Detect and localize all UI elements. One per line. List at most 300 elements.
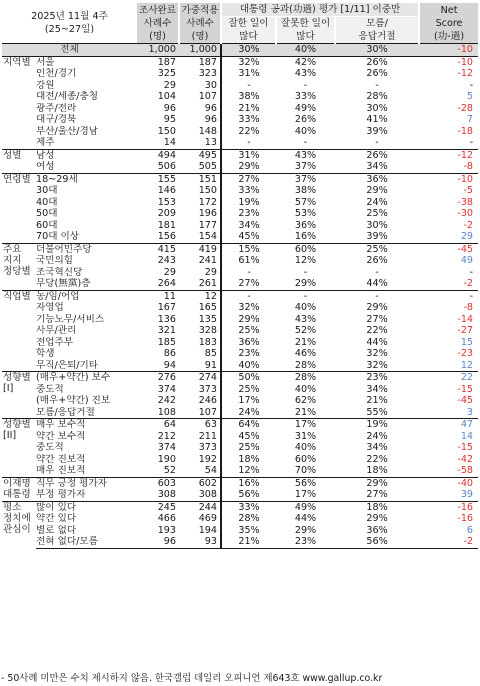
cell-good: 35% <box>238 524 260 536</box>
cell-dk: 56% <box>335 536 419 548</box>
cell-survey-n: 209 <box>157 208 177 220</box>
group-label <box>2 419 36 478</box>
cell-good: 15% <box>221 243 276 255</box>
cell-dk: 24% <box>366 430 388 442</box>
cell-survey-n: 150 <box>157 125 177 137</box>
cell-good: 28% <box>238 513 260 525</box>
cell-bad: 28% <box>276 372 335 384</box>
cell-survey-n: 321 <box>157 325 177 337</box>
row-label: 모름/응답거절 <box>36 406 95 418</box>
row-label: 조국혁신당 <box>36 266 83 278</box>
cell-dk: 30% <box>366 102 388 114</box>
cell-dk: - <box>375 137 379 149</box>
table-row <box>2 91 478 103</box>
cell-weighted-n: 373 <box>179 384 221 396</box>
table-row <box>2 290 478 302</box>
row-label: 강원 <box>36 79 55 91</box>
header-weighted-cases-label: 사례수 <box>186 17 214 29</box>
cell-net: -40 <box>419 477 478 489</box>
cell-dk: 29% <box>335 477 419 489</box>
cell-net: -15 <box>457 383 474 395</box>
cell-survey-n: 374 <box>157 383 177 395</box>
cell-weighted-n: 96 <box>179 114 221 126</box>
cell-net: - <box>469 79 474 91</box>
cell-good: 27% <box>238 278 260 290</box>
cell-dk: - <box>375 79 379 91</box>
cell-bad: 49% <box>276 501 335 513</box>
cell-survey-n: 190 <box>157 453 177 465</box>
cell-good: 40% <box>238 359 260 371</box>
cell-bad: 43% <box>294 68 317 80</box>
cell-bad: 40% <box>276 44 335 57</box>
row-label: 인천/경기 <box>36 68 77 80</box>
table-row <box>2 384 478 396</box>
footnote: - 50사례 미만은 수치 제시하지 않음. 한국갤럽 데일리 오피니언 제643호 www.gallup.co.kr <box>1 673 383 684</box>
cell-weighted-n: 150 <box>179 185 221 197</box>
cell-net: -27 <box>457 325 474 337</box>
table-row <box>2 185 478 197</box>
cell-survey-n: 86 <box>163 348 177 360</box>
table-row <box>2 536 478 548</box>
group-label-line: 성향별 <box>3 372 31 383</box>
cell-bad: - <box>303 137 308 149</box>
header-bad-2: 많다 <box>276 30 335 44</box>
cell-weighted-n: 328 <box>179 325 221 337</box>
cell-good: - <box>247 79 251 91</box>
cell-net: -12 <box>419 149 478 161</box>
cell-survey-n: 96 <box>137 536 179 548</box>
cell-weighted-n: 469 <box>179 513 221 525</box>
header-period-cell <box>2 3 137 44</box>
row-label: 전혀 없다/모름 <box>36 536 137 548</box>
table-row <box>2 161 478 173</box>
cell-dk: 30% <box>366 219 388 231</box>
cell-bad: 46% <box>294 348 317 360</box>
cell-good: 33% <box>221 501 276 513</box>
cell-bad: 17% <box>294 489 317 501</box>
table-row <box>2 56 478 68</box>
cell-weighted-n: 187 <box>179 56 221 68</box>
cell-weighted-n: 241 <box>179 255 221 267</box>
row-label: (매우+약간) 진보 <box>36 395 111 407</box>
cell-bad: 49% <box>294 102 317 114</box>
cell-good: 56% <box>238 489 260 501</box>
cell-net: 14 <box>460 430 474 442</box>
cell-good: 16% <box>221 477 276 489</box>
cell-survey-n: 95 <box>163 114 177 126</box>
cell-weighted-n: 13 <box>179 137 221 149</box>
row-label: 국민의힘 <box>36 255 74 267</box>
cell-bad: 29% <box>294 524 317 536</box>
cell-weighted-n: 96 <box>179 103 221 115</box>
cell-bad: 31% <box>294 430 317 442</box>
cell-dk: 32% <box>366 359 388 371</box>
cell-survey-n: 96 <box>163 102 177 114</box>
cell-net: -15 <box>457 442 474 454</box>
header-survey-label: 조사완료 <box>138 4 177 16</box>
cell-bad: 33% <box>294 91 317 103</box>
row-label: 중도적 <box>36 442 64 454</box>
row-label: 더불어민주당 <box>36 243 137 255</box>
cell-survey-n: 181 <box>157 219 177 231</box>
cell-good: 45% <box>238 430 260 442</box>
header-period: (25~27일) <box>44 24 95 35</box>
cell-net: -16 <box>457 513 474 525</box>
cell-survey-n: 52 <box>163 465 177 477</box>
cell-good: 29% <box>238 161 260 173</box>
header-survey-cases-label: 사례수 <box>143 17 172 29</box>
cell-weighted-n: 91 <box>179 360 221 372</box>
cell-net: - <box>469 266 474 278</box>
row-label: 직무 긍정 평가자 <box>36 477 137 489</box>
cell-weighted-n: 29 <box>179 267 221 279</box>
cell-bad: 12% <box>294 255 317 267</box>
cell-weighted-n: 274 <box>179 372 221 384</box>
group-label-line: 정당별 <box>3 265 31 277</box>
cell-survey-n: 108 <box>157 406 177 418</box>
row-label: 약간 보수적 <box>36 430 86 442</box>
cell-bad: 60% <box>276 243 335 255</box>
cell-survey-n: 11 <box>137 290 179 302</box>
cell-net: -10 <box>419 56 478 68</box>
cell-survey-n: 245 <box>137 501 179 513</box>
cell-dk: 36% <box>335 173 419 185</box>
table-row <box>2 255 478 267</box>
group-label-line: [I] <box>3 383 14 394</box>
header-question: 대통령 공과(功過) 평가 [1/11] 이중만 <box>221 3 419 17</box>
table-row <box>2 348 478 360</box>
header-title: 2025년 11월 4주 <box>31 11 108 22</box>
cell-dk: - <box>335 290 419 302</box>
cell-net: -2 <box>463 278 474 290</box>
cell-good: 64% <box>221 419 276 431</box>
group-label <box>2 243 36 290</box>
cell-bad: 42% <box>276 56 335 68</box>
cell-bad: 17% <box>276 419 335 431</box>
table-row <box>2 501 478 513</box>
cell-dk: 30% <box>335 44 419 57</box>
cell-weighted-n: 12 <box>179 290 221 302</box>
cell-dk: 27% <box>366 489 388 501</box>
table-row <box>2 103 478 115</box>
cell-net: -45 <box>419 243 478 255</box>
cell-weighted-n: 211 <box>179 431 221 443</box>
cell-dk: 44% <box>366 336 388 348</box>
cell-dk: 25% <box>335 243 419 255</box>
cell-dk: 24% <box>366 196 388 208</box>
cell-survey-n: 415 <box>137 243 179 255</box>
cell-weighted-n: 177 <box>179 220 221 232</box>
group-label <box>2 477 36 501</box>
table-row <box>2 197 478 209</box>
table-row <box>2 513 478 525</box>
cell-good: 18% <box>238 453 260 465</box>
cell-survey-n: 494 <box>137 149 179 161</box>
row-label: 많이 있다 <box>36 501 137 513</box>
cell-dk: 26% <box>335 149 419 161</box>
cell-net: -8 <box>463 302 474 314</box>
cell-bad: 62% <box>294 395 317 407</box>
cell-net: - <box>419 290 478 302</box>
total-row <box>2 44 478 57</box>
cell-good: 33% <box>238 185 260 197</box>
row-label: 부정 평가자 <box>36 489 86 501</box>
table-body <box>2 44 478 549</box>
cell-bad: 52% <box>294 325 317 337</box>
cell-bad: 37% <box>276 173 335 185</box>
cell-weighted-n: 93 <box>179 536 221 548</box>
group-label <box>2 173 36 243</box>
cell-good: 24% <box>238 406 260 418</box>
header-survey-cases <box>137 3 179 44</box>
table-row <box>2 243 478 255</box>
cell-dk: 34% <box>366 383 388 395</box>
cell-bad: 40% <box>294 383 317 395</box>
cell-net: 22 <box>419 372 478 384</box>
header-good-1: 잘한 일이 <box>221 17 276 31</box>
group-label-line: 성향별 <box>3 419 31 430</box>
cell-dk: 36% <box>366 524 388 536</box>
cell-dk: 18% <box>366 465 388 477</box>
cell-bad: 21% <box>294 336 317 348</box>
cell-weighted-n: 246 <box>179 395 221 407</box>
table-row <box>2 173 478 185</box>
row-label: 농/임/어업 <box>36 290 137 302</box>
cell-net: -10 <box>419 173 478 185</box>
table-row <box>2 68 478 80</box>
cell-weighted-n: 85 <box>179 348 221 360</box>
cell-good: 17% <box>238 395 260 407</box>
cell-good: 23% <box>238 348 260 360</box>
cell-weighted-n: 196 <box>179 208 221 220</box>
cell-good: 61% <box>238 255 260 267</box>
table-row <box>2 80 478 92</box>
cell-net: 15 <box>460 336 474 348</box>
row-label: 제주 <box>36 137 55 149</box>
table-row <box>2 208 478 220</box>
cell-survey-n: 603 <box>137 477 179 489</box>
cell-bad: 36% <box>294 219 317 231</box>
cell-weighted-n: 495 <box>179 149 221 161</box>
group-label-line: 성별 <box>3 149 22 161</box>
cell-survey-n: 136 <box>157 313 177 325</box>
table-row <box>2 465 478 477</box>
cell-good: 19% <box>238 196 260 208</box>
cell-net: -30 <box>457 208 474 220</box>
cell-dk: 26% <box>335 56 419 68</box>
group-label-line: 평소 <box>3 501 22 513</box>
cell-bad: 38% <box>294 185 317 197</box>
row-label: 대전/세종/충청 <box>36 91 99 103</box>
row-label: 부산/울산/경남 <box>36 125 99 137</box>
poll-results-table <box>2 3 478 549</box>
cell-dk: 19% <box>335 419 419 431</box>
cell-good: 21% <box>221 536 276 548</box>
cell-weighted-n: 1,000 <box>179 44 221 57</box>
group-label-line: 대통령 <box>3 488 31 500</box>
row-label: 광주/전라 <box>36 102 77 114</box>
cell-bad: 43% <box>294 313 317 325</box>
cell-dk: - <box>375 266 379 278</box>
cell-good: 32% <box>221 56 276 68</box>
cell-net: -28 <box>457 102 474 114</box>
table-row <box>2 372 478 384</box>
cell-weighted-n: 261 <box>179 278 221 290</box>
cell-net: -8 <box>463 161 474 173</box>
cell-net: -2 <box>419 536 478 548</box>
cell-bad: 37% <box>294 161 317 173</box>
cell-survey-n: 155 <box>137 173 179 185</box>
cell-dk: 21% <box>366 395 388 407</box>
cell-net: -10 <box>419 44 478 57</box>
cell-net: 12 <box>460 359 474 371</box>
row-label: 전업주부 <box>36 336 74 348</box>
group-label-line: [II] <box>3 430 17 441</box>
cell-weighted-n: 183 <box>179 337 221 349</box>
row-label: 남성 <box>36 149 137 161</box>
cell-survey-n: 187 <box>137 56 179 68</box>
cell-good: 36% <box>238 336 260 348</box>
group-label-line: 직업별 <box>3 290 31 302</box>
cell-good: - <box>247 137 251 149</box>
group-label <box>2 290 36 372</box>
cell-dk: 29% <box>366 513 388 525</box>
cell-survey-n: 325 <box>157 68 177 80</box>
header-good-2: 많다 <box>221 30 276 44</box>
cell-net: -38 <box>457 196 474 208</box>
table-row <box>2 231 478 243</box>
cell-bad: - <box>276 290 335 302</box>
cell-dk: 28% <box>366 91 388 103</box>
cell-survey-n: 276 <box>137 372 179 384</box>
group-label <box>2 56 36 149</box>
cell-weighted-n: 135 <box>179 314 221 326</box>
row-label: 무직/은퇴/기타 <box>36 359 99 371</box>
cell-survey-n: 153 <box>157 196 177 208</box>
table-row <box>2 137 478 149</box>
row-label: 학생 <box>36 348 55 360</box>
cell-bad: 56% <box>276 477 335 489</box>
cell-dk: 26% <box>366 255 388 267</box>
cell-weighted-n: 308 <box>179 489 221 501</box>
group-label <box>2 501 36 548</box>
cell-good: - <box>221 290 276 302</box>
group-label-line: 주요 <box>3 243 22 255</box>
header-net-score <box>419 3 478 44</box>
cell-bad: 60% <box>294 453 317 465</box>
row-label: 40대 <box>36 196 58 208</box>
row-label: 무당(無黨)층 <box>36 278 91 290</box>
cell-weighted-n: 192 <box>179 454 221 466</box>
table-header <box>2 3 478 44</box>
row-label: 60대 <box>36 219 58 231</box>
row-label: 18~29세 <box>36 173 137 185</box>
group-label-line: 지역별 <box>3 56 31 68</box>
table-row <box>2 407 478 419</box>
row-label: 70대 이상 <box>36 231 80 243</box>
cell-good: 25% <box>238 442 260 454</box>
cell-good: 21% <box>238 102 260 114</box>
cell-dk: 22% <box>366 453 388 465</box>
cell-good: 30% <box>221 44 276 57</box>
cell-bad: 28% <box>294 359 317 371</box>
cell-survey-n: 29 <box>163 79 177 91</box>
cell-good: 22% <box>238 125 260 137</box>
group-label-line: 정치에 <box>3 512 31 524</box>
cell-net: -23 <box>457 348 474 360</box>
cell-survey-n: 374 <box>157 442 177 454</box>
cell-bad: 16% <box>294 231 317 243</box>
cell-survey-n: 1,000 <box>137 44 179 57</box>
cell-net: -18 <box>457 125 474 137</box>
cell-bad: 21% <box>294 406 317 418</box>
header-net-label: Net <box>440 4 458 16</box>
cell-weighted-n: 30 <box>179 80 221 92</box>
cell-survey-n: 264 <box>157 278 177 290</box>
cell-bad: 57% <box>294 196 317 208</box>
cell-dk: 41% <box>366 114 388 126</box>
cell-survey-n: 466 <box>157 513 177 525</box>
table-row <box>2 477 478 489</box>
cell-survey-n: 94 <box>163 359 177 371</box>
cell-bad: 43% <box>276 149 335 161</box>
cell-survey-n: 64 <box>137 419 179 431</box>
header-weighted-cases <box>179 3 221 44</box>
table-row <box>2 126 478 138</box>
cell-net: -12 <box>457 68 474 80</box>
table-row <box>2 419 478 431</box>
cell-weighted-n: 165 <box>179 302 221 314</box>
table-row <box>2 454 478 466</box>
cell-bad: 29% <box>294 278 317 290</box>
cell-survey-n: 167 <box>157 302 177 314</box>
cell-dk: 39% <box>366 231 388 243</box>
cell-survey-n: 242 <box>157 395 177 407</box>
table-row <box>2 325 478 337</box>
header-dk-2: 응답거절 <box>335 30 419 44</box>
header-dk-1: 모름/ <box>335 17 419 31</box>
row-label: 중도적 <box>36 383 64 395</box>
cell-survey-n: 185 <box>157 336 177 348</box>
cell-dk: 27% <box>366 313 388 325</box>
cell-weighted-n: 148 <box>179 126 221 138</box>
row-label: 50대 <box>36 208 58 220</box>
cell-bad: 40% <box>294 442 317 454</box>
group-label-line: 관심이 <box>3 523 31 535</box>
row-label: 자영업 <box>36 302 64 314</box>
cell-net: -5 <box>463 185 474 197</box>
row-label: 대구/경북 <box>36 114 77 126</box>
cell-survey-n: 308 <box>157 489 177 501</box>
cell-dk: 26% <box>366 68 388 80</box>
cell-dk: 18% <box>335 501 419 513</box>
cell-net: -42 <box>457 453 474 465</box>
group-label-line: 이재명 <box>3 477 31 489</box>
cell-survey-n: 146 <box>157 185 177 197</box>
cell-weighted-n: 194 <box>179 525 221 537</box>
cell-good: 34% <box>238 219 260 231</box>
cell-bad: - <box>303 266 308 278</box>
row-label: 매우 진보적 <box>36 465 86 477</box>
cell-weighted-n: 419 <box>179 243 221 255</box>
cell-good: - <box>247 266 251 278</box>
cell-survey-n: 193 <box>157 524 177 536</box>
cell-net: 6 <box>466 524 474 536</box>
cell-bad: 23% <box>276 536 335 548</box>
cell-net: 7 <box>466 114 474 126</box>
cell-net: 47 <box>419 419 478 431</box>
cell-bad: 26% <box>294 114 317 126</box>
